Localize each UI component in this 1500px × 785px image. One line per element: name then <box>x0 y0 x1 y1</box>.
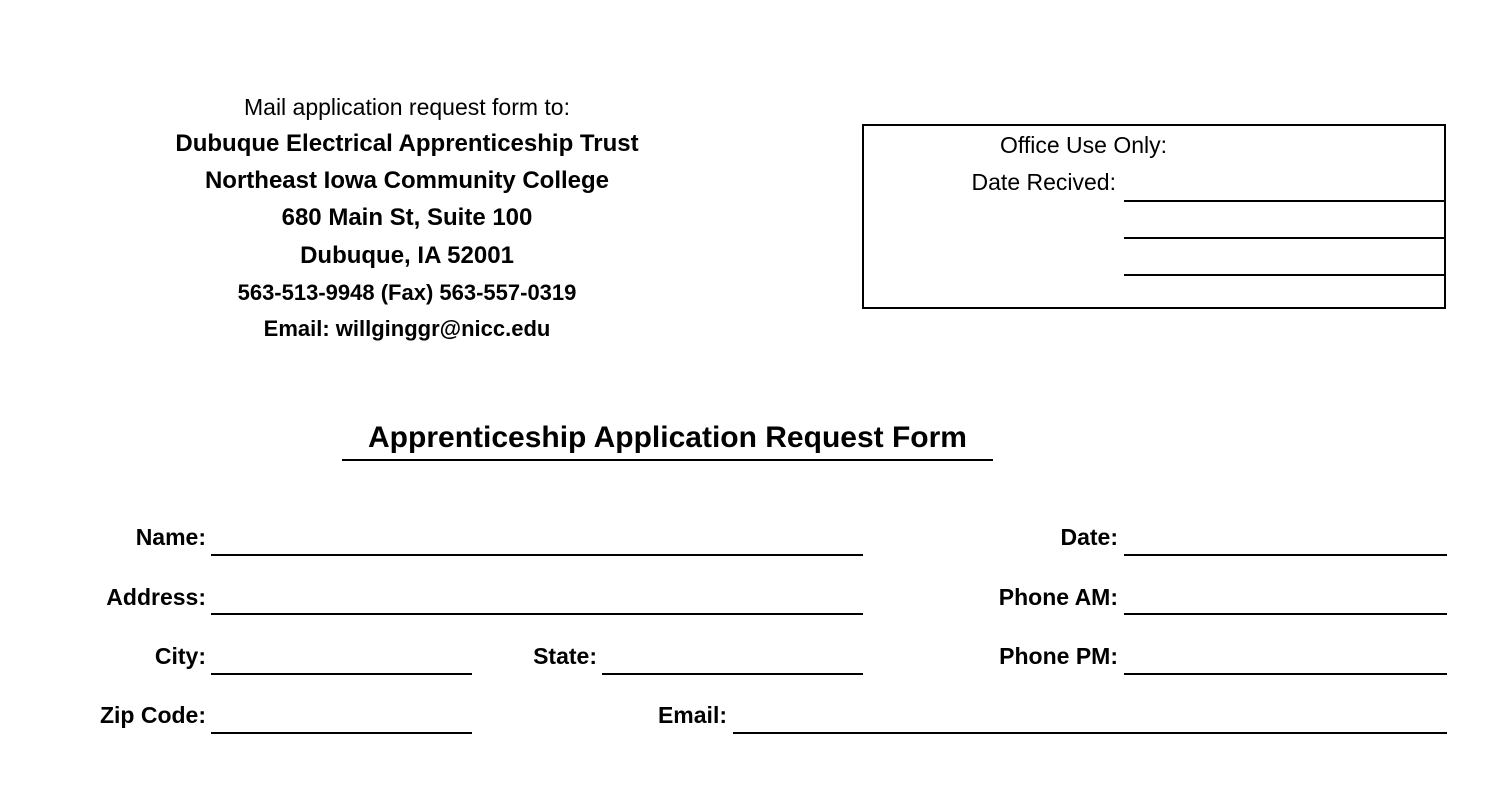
mail-city-state-zip: Dubuque, IA 52001 <box>300 242 514 269</box>
mail-college: Northeast Iowa Community College <box>204 167 610 194</box>
city-label: City: <box>154 643 206 669</box>
mail-email: Email: willginggr@nicc.edu <box>263 316 551 341</box>
phone-am-field[interactable] <box>1124 613 1447 615</box>
phone-pm-label: Phone PM: <box>999 643 1118 669</box>
zip-code-label: Zip Code: <box>99 702 206 728</box>
address-field[interactable] <box>211 613 863 615</box>
form-title: Apprenticeship Application Request Form <box>342 421 993 461</box>
office-use-line-3[interactable] <box>1124 274 1444 276</box>
state-field[interactable] <box>602 673 863 675</box>
office-use-title: Office Use Only: <box>1000 132 1168 158</box>
name-label: Name: <box>135 524 206 550</box>
date-label: Date: <box>1060 524 1118 550</box>
phone-am-label: Phone AM: <box>998 584 1118 610</box>
email-field[interactable] <box>733 732 1447 734</box>
mail-org: Dubuque Electrical Apprenticeship Trust <box>175 130 639 157</box>
zip-code-field[interactable] <box>211 732 472 734</box>
phone-pm-field[interactable] <box>1124 673 1447 675</box>
address-label: Address: <box>106 584 206 610</box>
name-field[interactable] <box>211 554 863 556</box>
city-field[interactable] <box>211 673 472 675</box>
office-use-line-2[interactable] <box>1124 237 1444 239</box>
mail-street: 680 Main St, Suite 100 <box>281 204 533 231</box>
mail-phone-fax: 563-513-9948 (Fax) 563-557-0319 <box>237 280 577 305</box>
date-field[interactable] <box>1124 554 1447 556</box>
state-label: State: <box>533 643 597 669</box>
email-label: Email: <box>657 702 727 728</box>
office-use-box <box>862 124 1446 309</box>
mail-intro: Mail application request form to: <box>244 94 570 120</box>
date-received-line[interactable] <box>1124 200 1444 202</box>
date-received-label: Date Recived: <box>971 169 1116 195</box>
